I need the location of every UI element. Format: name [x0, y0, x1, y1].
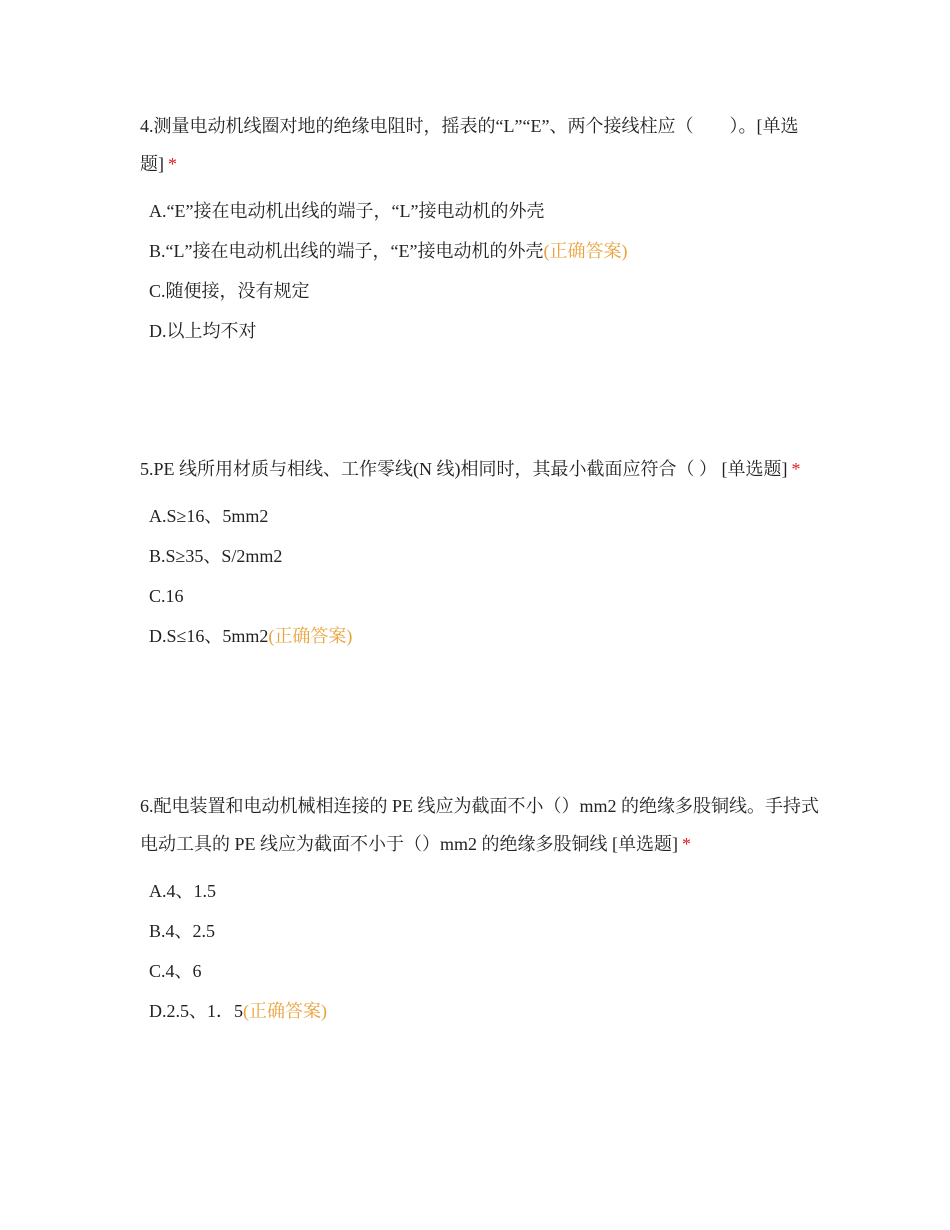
question-title [140, 450, 820, 488]
option-text: A.4、1.5 [149, 881, 216, 901]
option-text: D.以上均不对 [149, 321, 257, 341]
option-a[interactable] [149, 871, 820, 911]
option-list [140, 871, 820, 1031]
correct-answer-label: (正确答案) [268, 626, 353, 646]
option-text: A.“E”接在电动机出线的端子，“L”接电动机的外壳 [149, 201, 545, 221]
option-list [140, 496, 820, 656]
option-d[interactable] [149, 991, 820, 1031]
question-5 [140, 450, 820, 656]
question-title [140, 787, 820, 863]
option-list [140, 191, 820, 351]
option-a[interactable] [149, 496, 820, 536]
required-asterisk: * [791, 459, 801, 479]
option-d[interactable] [149, 311, 820, 351]
question-4 [140, 107, 820, 351]
option-b[interactable] [149, 911, 820, 951]
option-b[interactable] [149, 536, 820, 576]
option-a[interactable] [149, 191, 820, 231]
question-6 [140, 787, 820, 1031]
required-asterisk: * [168, 154, 177, 174]
option-c[interactable] [149, 951, 820, 991]
option-c[interactable] [149, 576, 820, 616]
option-text: C.随便接，没有规定 [149, 281, 310, 301]
option-text: C.4、6 [149, 961, 202, 981]
option-text: B.S≥35、S/2mm2 [149, 546, 283, 566]
option-text: B.“L”接在电动机出线的端子，“E”接电动机的外壳 [149, 241, 544, 261]
option-text: D.2.5、1．5 [149, 1001, 243, 1021]
question-text: 4.测量电动机线圈对地的绝缘电阻时，摇表的“L”“E”、两个接线柱应（ ）。[单选题] [140, 116, 799, 174]
option-text: D.S≤16、5mm2 [149, 626, 269, 646]
option-text: B.4、2.5 [149, 921, 216, 941]
question-text: 6.配电装置和电动机械相连接的 PE 线应为截面不小（）mm2 的绝缘多股铜线。手持式电动工具的 PE 线应为截面不小于（）mm2 的绝缘多股铜线 [单选题] [140, 796, 820, 854]
question-text: 5.PE 线所用材质与相线、工作零线(N 线)相同时，其最小截面应符合（ ） [单选题] [140, 459, 788, 479]
required-asterisk: * [682, 834, 691, 854]
option-text: C.16 [149, 586, 184, 606]
question-title [140, 107, 820, 183]
option-c[interactable] [149, 271, 820, 311]
correct-answer-label: (正确答案) [243, 1001, 327, 1021]
option-text: A.S≥16、5mm2 [149, 506, 269, 526]
correct-answer-label: (正确答案) [543, 241, 628, 261]
option-d[interactable] [149, 616, 820, 656]
option-b[interactable] [149, 231, 820, 271]
